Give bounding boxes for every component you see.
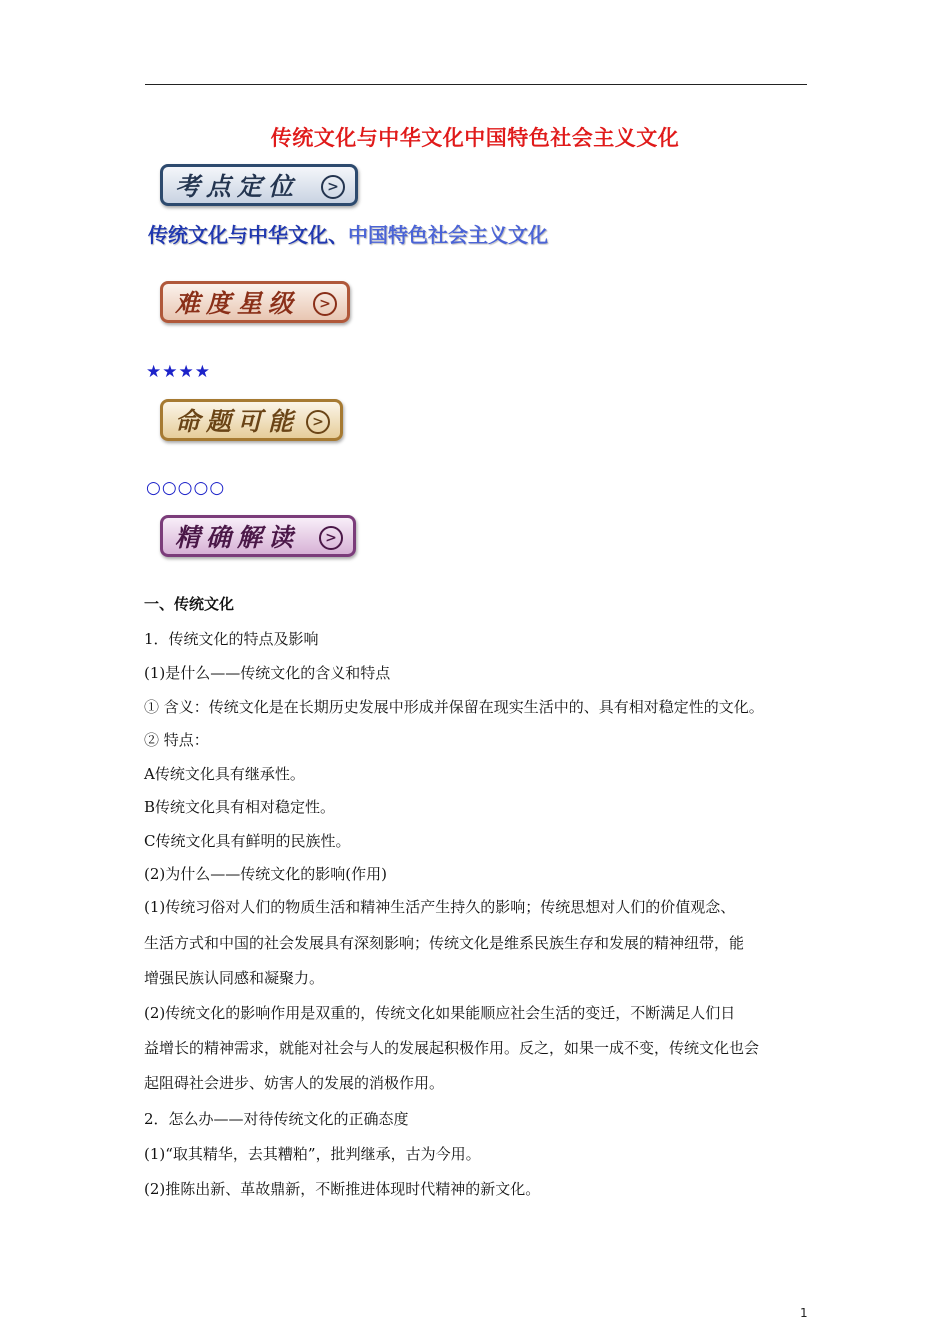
badge-label: 命题可能 — [175, 407, 300, 436]
badge-likelihood — [160, 399, 343, 441]
section-heading: 一、传统文化 — [144, 595, 235, 613]
badge-label: 精确解读 — [175, 523, 300, 552]
body-line: ② 特点： — [144, 731, 209, 749]
subtitle-part-1: 传统文化与中华文化、 — [148, 223, 348, 247]
difficulty-stars: ★★★★ — [146, 362, 211, 382]
page-number: 1 — [800, 1306, 808, 1320]
badge-exam-point — [160, 164, 358, 206]
arrow-right-icon: > — [319, 526, 343, 550]
body-line: 益增长的精神需求，就能对社会与人的发展起积极作用。反之，如果一成不变，传统文化也会 — [144, 1039, 760, 1057]
body-line: 起阻碍社会进步、妨害人的发展的消极作用。 — [144, 1074, 445, 1092]
body-line: ① 含义：传统文化是在长期历史发展中形成并保留在现实生活中的、具有相对稳定性的文化。 — [144, 698, 764, 716]
body-line: (2)传统文化的影响作用是双重的，传统文化如果能顺应社会生活的变迁，不断满足人们日 — [144, 1004, 736, 1022]
topic-subtitle — [148, 219, 548, 248]
body-line: (1)传统习俗对人们的物质生活和精神生活产生持久的影响；传统思想对人们的价值观念、 — [144, 898, 736, 916]
body-line: C传统文化具有鲜明的民族性。 — [144, 832, 351, 850]
badge-difficulty — [160, 281, 350, 323]
body-line: 生活方式和中国的社会发展具有深刻影响；传统文化是维系民族生存和发展的精神纽带，能 — [144, 934, 745, 952]
body-line: (1)是什么——传统文化的含义和特点 — [144, 664, 391, 682]
body-line: B传统文化具有相对稳定性。 — [144, 798, 336, 816]
body-line: (2)推陈出新、革故鼎新，不断推进体现时代精神的新文化。 — [144, 1180, 541, 1198]
body-line: 1．传统文化的特点及影响 — [144, 630, 319, 648]
document-title: 传统文化与中华文化中国特色社会主义文化 — [270, 126, 680, 150]
badge-label: 难度星级 — [175, 289, 300, 318]
subtitle-part-2: 中国特色社会主义文化 — [348, 223, 548, 247]
likelihood-circles: ○○○○○ — [146, 478, 226, 498]
body-line: (2)为什么——传统文化的影响(作用) — [144, 865, 387, 883]
body-line: 增强民族认同感和凝聚力。 — [144, 969, 325, 987]
arrow-right-icon: > — [321, 175, 345, 199]
header-rule — [145, 84, 807, 85]
badge-interpretation — [160, 515, 356, 557]
arrow-right-icon: > — [306, 410, 330, 434]
body-line: 2．怎么办——对待传统文化的正确态度 — [144, 1110, 409, 1128]
arrow-right-icon: > — [313, 292, 337, 316]
badge-label: 考点定位 — [175, 172, 300, 201]
body-line: (1)“取其精华，去其糟粕”，批判继承，古为今用。 — [144, 1145, 481, 1163]
body-line: A传统文化具有继承性。 — [144, 765, 305, 783]
